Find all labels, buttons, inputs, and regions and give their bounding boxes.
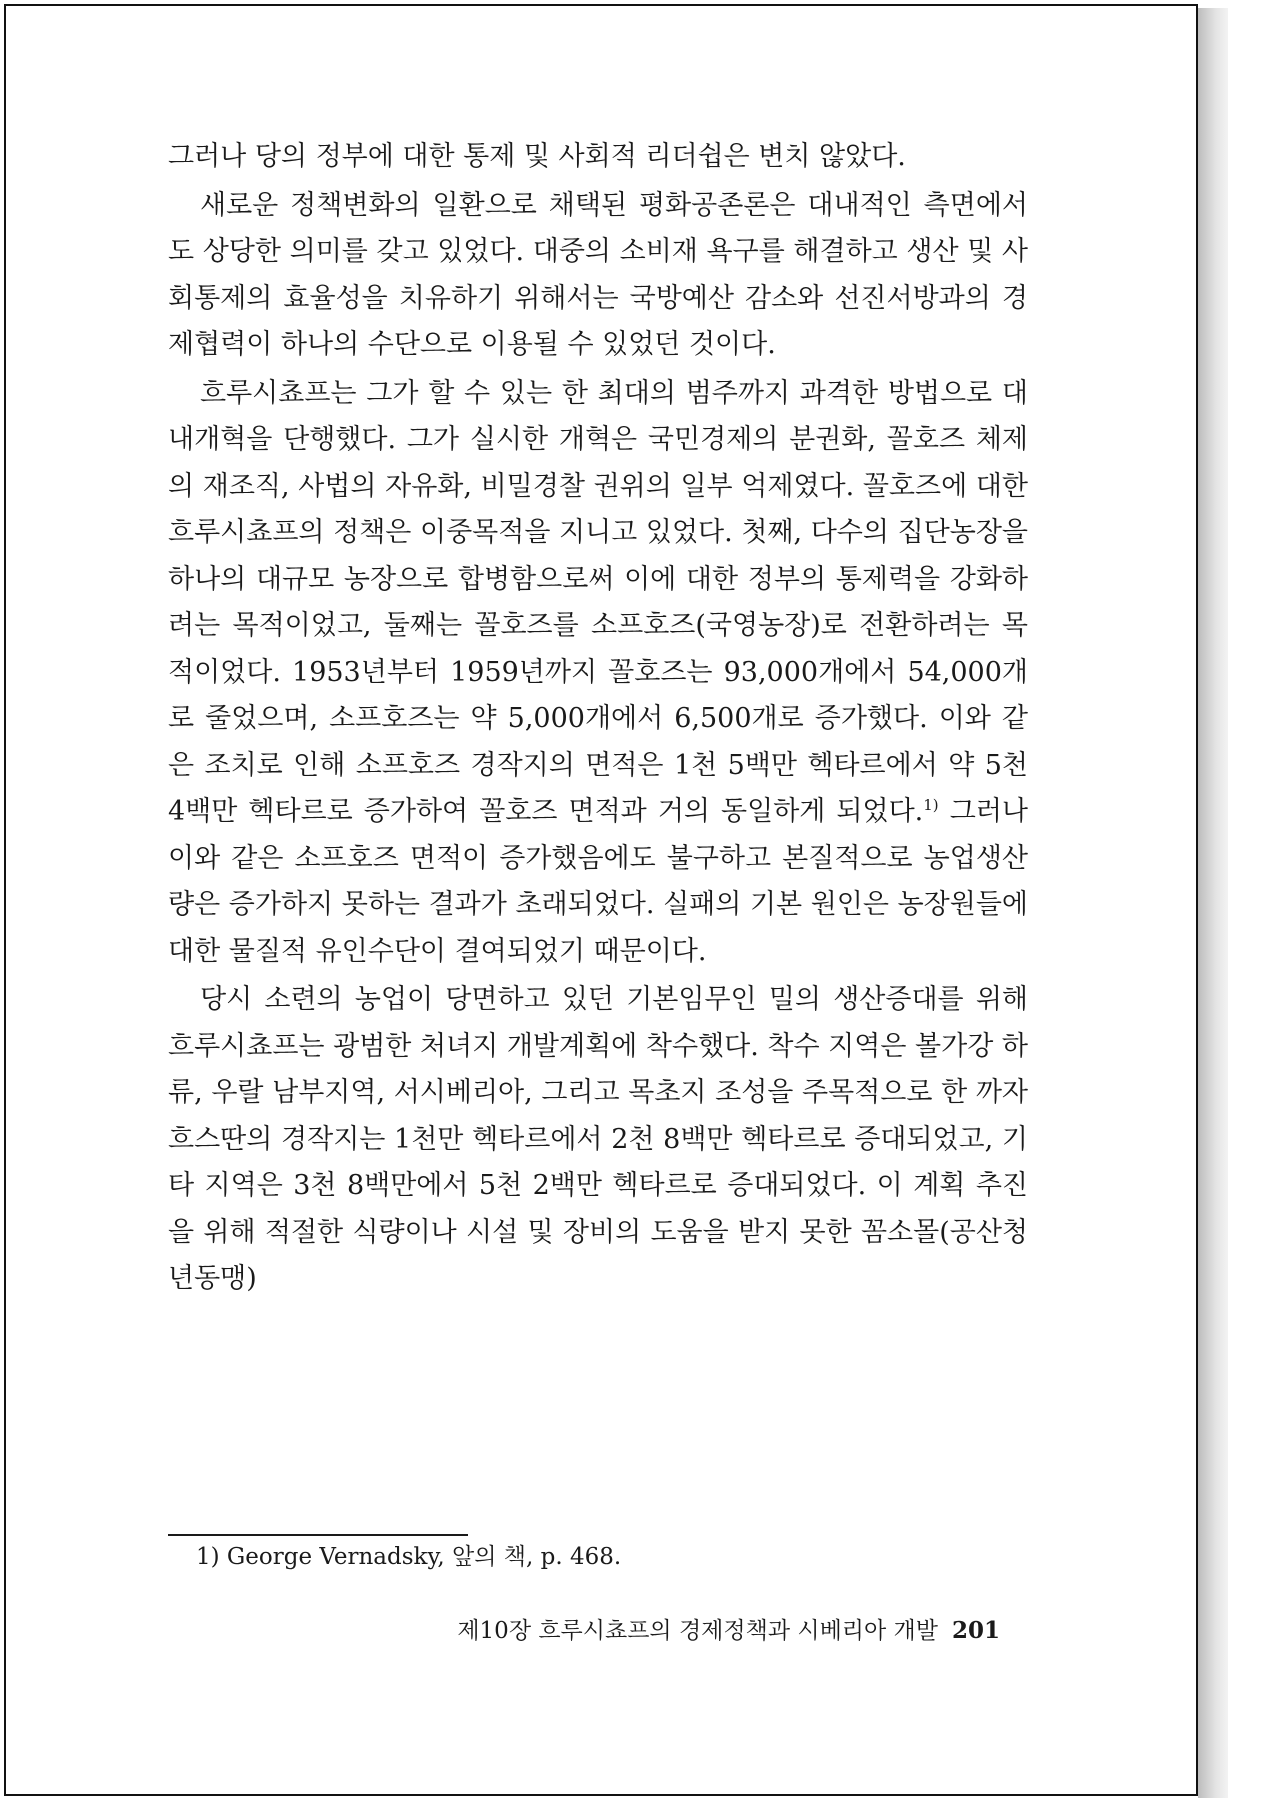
- page-number: 201: [951, 1617, 1000, 1644]
- chapter-title: 제10장 흐루시쵸프의 경제정책과 시베리아 개발: [457, 1618, 938, 1644]
- paragraph-1: 그러나 당의 정부에 대한 통제 및 사회적 리더쉽은 변치 않았다.: [168, 141, 906, 172]
- page-edge-shadow: [1198, 8, 1228, 1798]
- paragraph-3-text: 흐루시쵸프는 그가 할 수 있는 한 최대의 범주까지 과격한 방법으로 대내개혁을 단행했다. 그가 실시한 개혁은 국민경제의 분권화, 꼴호즈 체제의 재조직, 사법의 자유화, 비밀경찰 권위의 일부 억제였다. 꼴호즈에 대한 흐루시쵸프의 정책은 이중목적을 지니고 있었다. 첫째, 다수의 집단농장을 하나의 대규모 농장으로 합병함으로써 이에 대한 정부의 통제력을 강화하려는 목적이었고, 둘째는 꼴호즈를 소프호즈(국영농장)로 전환하려는 목적이었다. 1953년부터 1959년까지 꼴호즈는 93,000개에서 54,000개로 줄었으며, 소프호즈는 약 5,000개에서 6,500개로 증가했다. 이와 같은 조치로 인해 소프호즈 경작지의 면적은 1천 5백만 헥타르에서 약 5천 4백만 헥타르로 증가하여 꼴호즈 면적과 거의 동일하게 되었다.: [168, 377, 1028, 827]
- paragraph-2: 새로운 정책변화의 일환으로 채택된 평화공존론은 대내적인 측면에서도 상당한 의미를 갖고 있었다. 대중의 소비재 욕구를 해결하고 생산 및 사회통제의 효율성을 치유하기 위해서는 국방예산 감소와 선진서방과의 경제협력이 하나의 수단으로 이용될 수 있었던 것이다.: [168, 189, 1028, 360]
- paragraph-3: [168, 371, 1028, 976]
- paragraph-4: 당시 소련의 농업이 당면하고 있던 기본임무인 밀의 생산증대를 위해 흐루시쵸프는 광범한 처녀지 개발계획에 착수했다. 착수 지역은 볼가강 하류, 우랄 남부지역, 서시베리아, 그리고 목초지 조성을 주목적으로 한 까자흐스딴의 경작지는 1천만 헥타르에서 2천 8백만 헥타르로 증대되었고, 기타 지역은 3천 8백만에서 5천 2백만 헥타르로 증대되었다. 이 계획 추진을 위해 적절한 식량이나 시설 및 장비의 도움을 받지 못한 꼼소몰(공산청년동맹): [168, 984, 1028, 1294]
- footnote: 1) George Vernadsky, 앞의 책, p. 468.: [196, 1544, 622, 1570]
- paragraph-3-continuation: 그러나 이와 같은 소프호즈 면적이 증가했음에도 불구하고 본질적으로 농업생산량은 증가하지 못하는 결과가 초래되었다. 실패의 기본 원인은 농장원들에 대한 물질적 유인수단이 결여되었기 때문이다.: [168, 796, 1028, 967]
- footnote-marker: 1): [923, 796, 939, 814]
- body-text: [168, 134, 1028, 1305]
- footnote-rule: [168, 1534, 468, 1536]
- running-footer: [390, 1614, 1000, 1648]
